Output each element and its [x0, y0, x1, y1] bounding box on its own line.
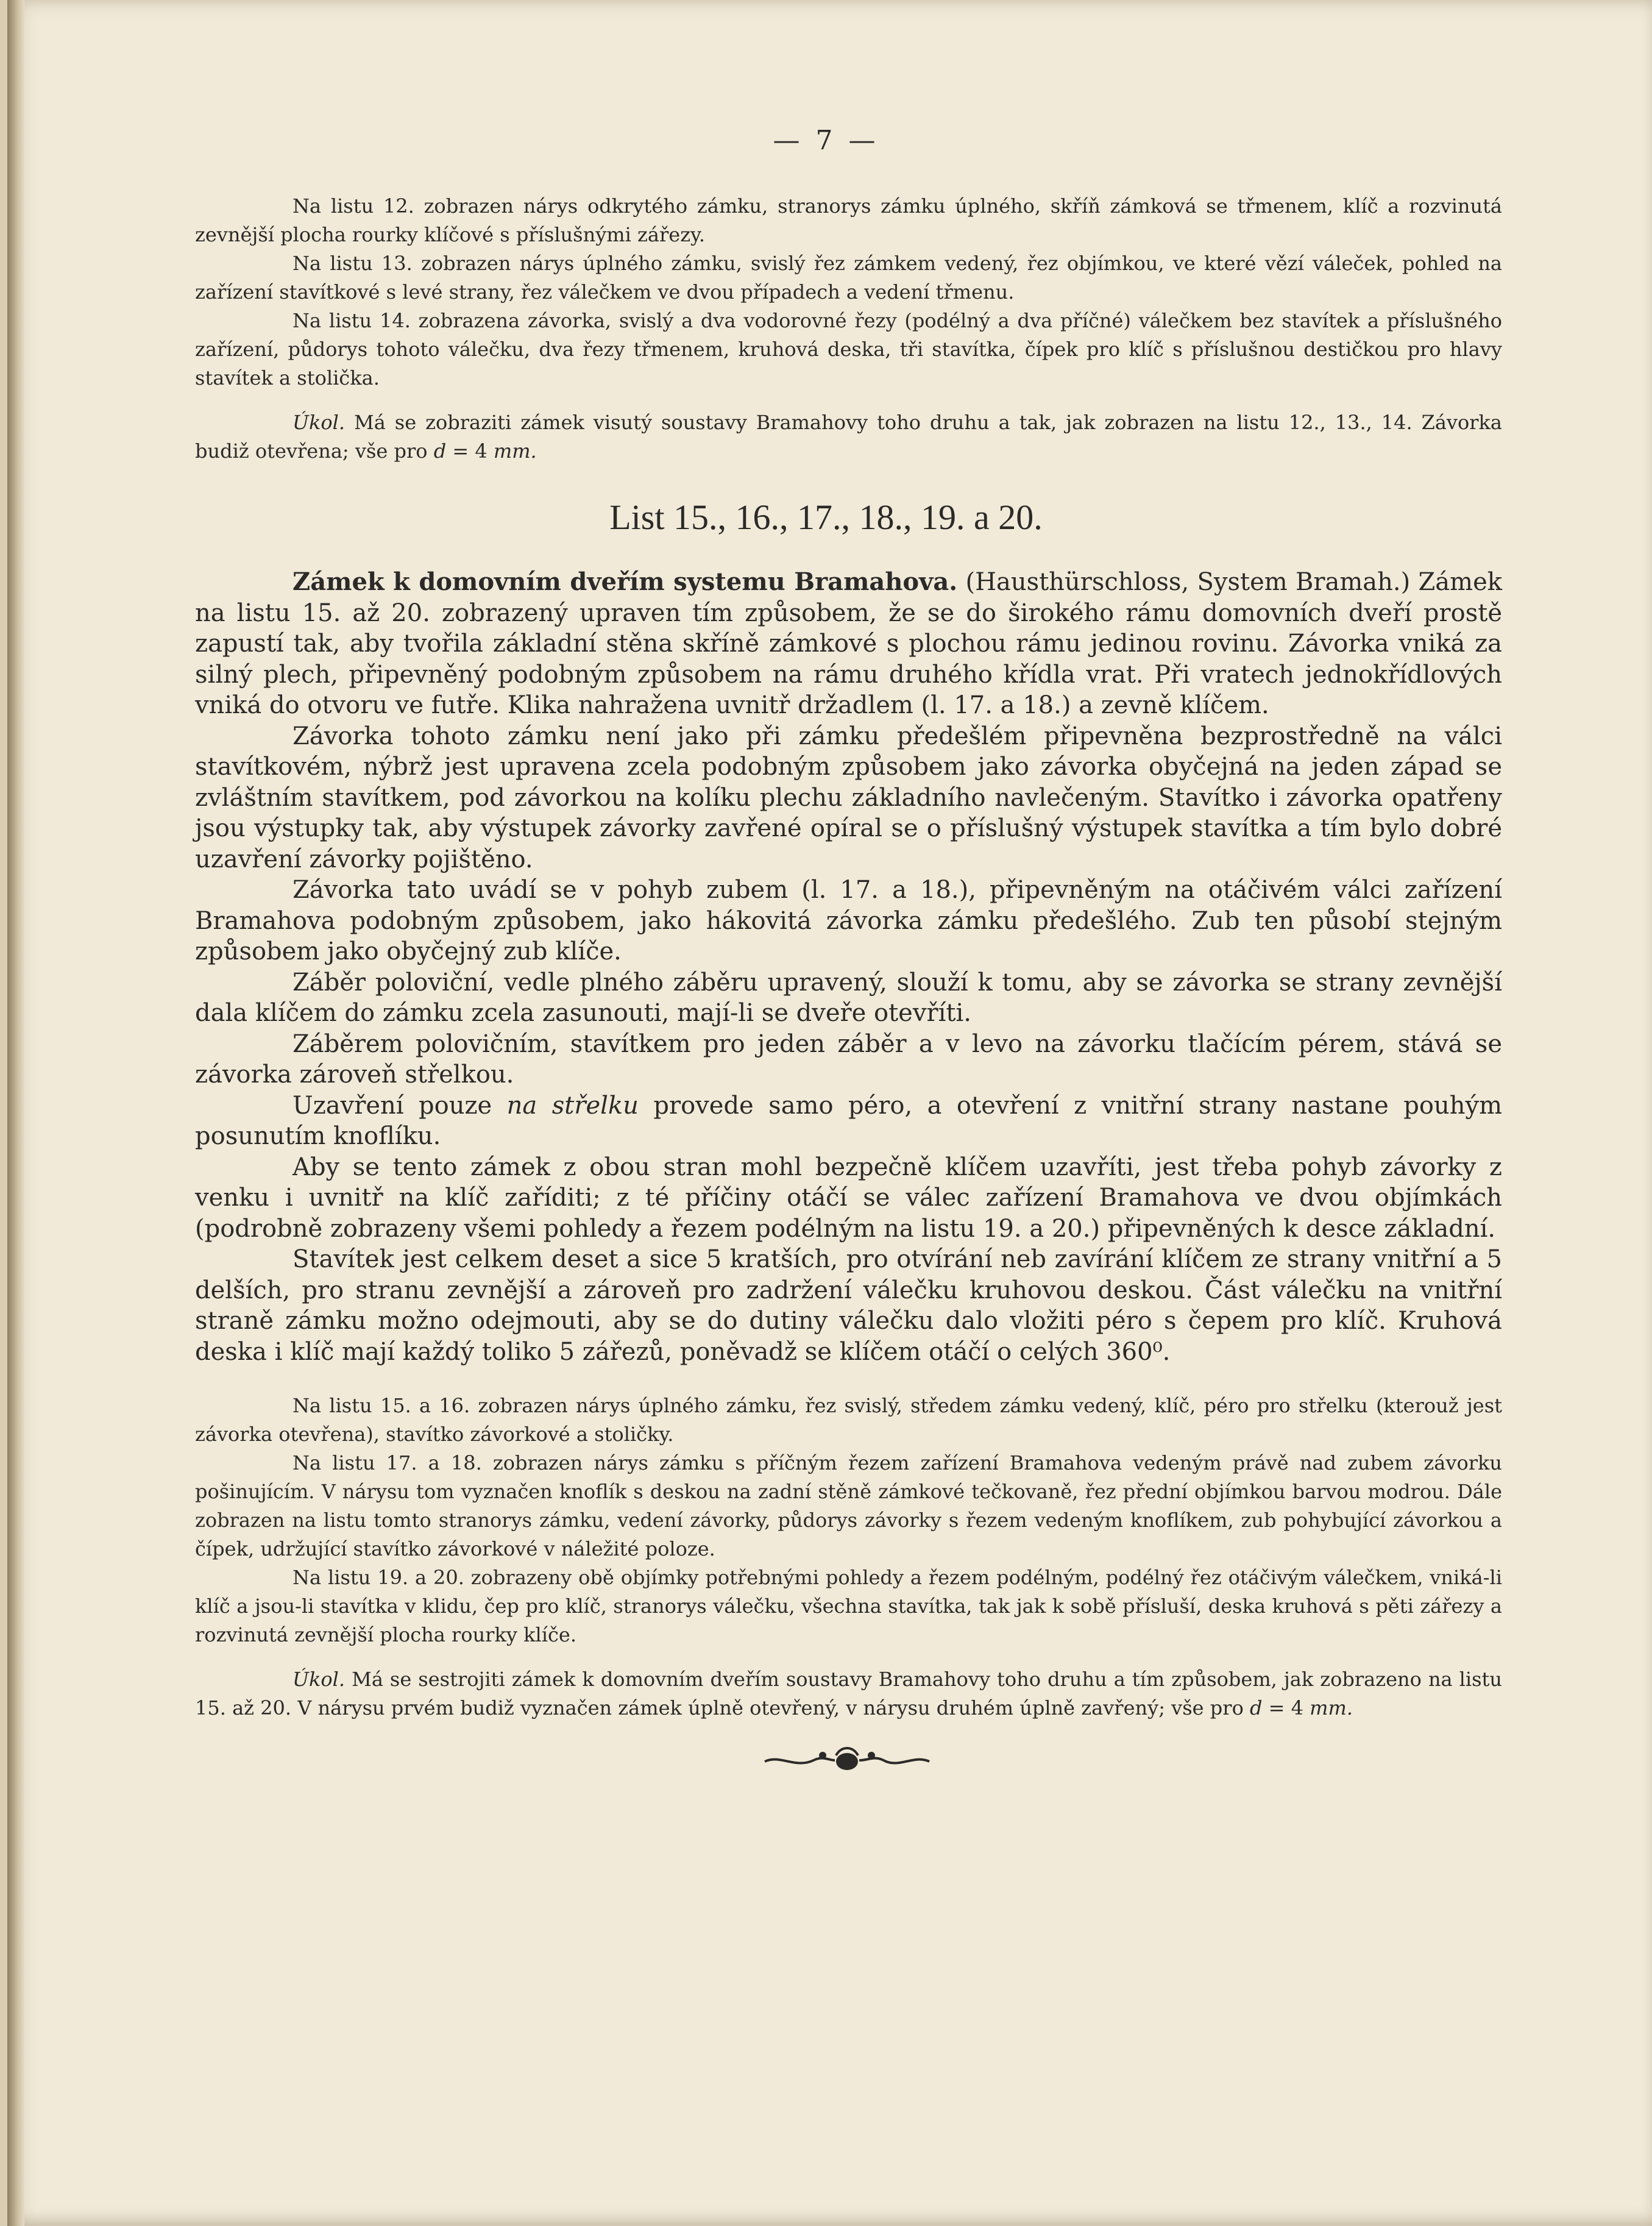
intro-task [195, 408, 1502, 466]
task-label: Úkol. [292, 411, 346, 434]
intro-paragraph-3: Na listu 14. zobrazena závorka, svislý a dva vodorovné řezy (podélný a dva příčné) válečkem bez stavítek a příslušného zařízení, půdorys tohoto válečku, dva řezy třmenem, kruhová deska, tři stavítka, čípek pro klíč s příslušnou destičkou pro hlavy stavítek a stolička. [195, 309, 1502, 389]
body-paragraph: Závorka tohoto zámku není jako při zámku předešlém připevněna bezprostředně na válci stavítkovém, nýbrž jest upravena zcela podobným způsobem jako závorka obyčejná na jeden západ se zvláštním stavítkem, pod závorkou na kolíku plechu základního navlečeným. Stavítko i závorka opatřeny jsou výstupky tak, aby výstupek závorky zavřené opíral se o příslušný výstupek stavítka a tím bylo dobré uzavření závorky pojištěno. [195, 722, 1502, 873]
section-heading-paragraph [195, 567, 1502, 721]
sheet-description: Na listu 17. a 18. zobrazen nárys zámku s příčným řezem zařízení Bramahova vedeným právě nad zubem závorku pošinujícím. V nárysu tom vyznačen knoflík s deskou na zadní stěně zámkové tečkovaně, řez přední objímkou barvou modrou. Dále zobrazen na listu tomto stranorys zámku, vedení závorky, půdorys závorky s řezem vedeným knoflíkem, zub pohybující závorkou a čípek, udržující stavítko závorkové v náležité poloze. [195, 1451, 1502, 1560]
page-number: — 7 — [773, 125, 879, 156]
intro-paragraph-1: Na listu 12. zobrazen nárys odkrytého zámku, stranorys zámku úplného, skříň zámková se třmenem, klíč a rozvinutá zevnější plocha rourky klíčové s příslušnými zářezy. [195, 194, 1502, 246]
intro-block [195, 192, 1502, 466]
section-title: List 15., 16., 17., 18., 19. a 20. [609, 497, 1043, 537]
section-task [195, 1665, 1502, 1723]
sheet-description: Na listu 19. a 20. zobrazeny obě objímky potřebnými pohledy a řezem podélným, podélný řez otáčivým válečkem, vniká-li klíč a jsou-li stavítka v klidu, čep pro klíč, stranorys válečku, všechna stavítka, tak jak k sobě přísluší, deska kruhová s pěti zářezy a rozvinutá zevnější plocha rourky klíče. [195, 1566, 1502, 1646]
task-text: Má se sestrojiti zámek k domovním dveřím soustavy Bramahovy toho druhu a tím způsobem, jak zobrazeno na listu 15. až 20. V nárysu prvém budiž vyznačen zámek úplně otevřený, v nárysu druhém úplně zavřený; vše pro [195, 1668, 1503, 1719]
sheet-description: Na listu 15. a 16. zobrazen nárys úplného zámku, řez svislý, středem zámku vedený, klíč, péro pro střelku (kterouž jest závorka otevřena), stavítko závorkové a stoličky. [195, 1394, 1502, 1446]
formula-rest: = 4 [1268, 1696, 1303, 1719]
section-heading: Zámek k domovním dveřím systemu Bramahova. [292, 567, 958, 596]
book-spine-shadow [7, 0, 24, 2226]
task-label: Úkol. [292, 1668, 346, 1691]
formula-unit: mm. [493, 439, 537, 463]
main-block [195, 567, 1502, 1723]
task-text: Má se zobraziti zámek visutý soustavy Bramahovy toho druhu a tak, jak zobrazen na listu 12., 13., 14. Závorka budiž otevřena; vše pro [195, 411, 1503, 463]
formula-var: d [1250, 1696, 1263, 1719]
formula-unit: mm. [1310, 1696, 1353, 1719]
formula-var: d [433, 439, 447, 463]
uzavreni-b: provede samo péro, a otevření z vnitřní strany nastane pouhým posunutím knoflíku. [195, 1091, 1503, 1150]
body-paragraph: Záběrem polovičním, stavítkem pro jeden záběr a v levo na závorku tlačícím pérem, stává se závorka zároveň střelkou. [195, 1029, 1502, 1089]
body-paragraph: Závorka tato uvádí se v pohyb zubem (l. 17. a 18.), připevněným na otáčivém válci zařízení Bramahova podobným způsobem, jako hákovitá závorka zámku předešlého. Zub ten působí stejným způsobem jako obyčejný zub klíče. [195, 876, 1502, 965]
decorative-ornament-icon [762, 1742, 932, 1779]
body-paragraph: Aby se tento zámek z obou stran mohl bezpečně klíčem uzavříti, jest třeba pohyb závorky z venku i uvnitř na klíč zaříditi; z té příčiny otáčí se válec zařízení Bramahova ve dvou objímkách (podrobně zobrazeny všemi pohledy a řezem podélným na listu 19. a 20.) připevněných k desce základní. [195, 1153, 1502, 1243]
body-paragraph-uzavreni [195, 1090, 1502, 1152]
uzavreni-a: Uzavření pouze [292, 1091, 492, 1120]
body-paragraph: Záběr poloviční, vedle plného záběru upravený, slouží k tomu, aby se závorka se strany zevnější dala klíčem do zámku zcela zasunouti, mají-li se dveře otevříti. [195, 968, 1502, 1027]
uzavreni-italic: na střelku [506, 1091, 639, 1120]
section-heading-rest: (Hausthürschloss, System Bramah.) Zámek na listu 15. až 20. zobrazený upraven tím způsobem, že se do širokého rámu domovních dveří prostě zapustí tak, aby tvořila základní stěna skříně zámkové s plochou rámu jedinou rovinu. Závorka vniká za silný plech, připevněný podobným způsobem na rámu druhého křídla vrat. Při vratech jednokřídlových vniká do otvoru ve futře. Klika nahražena uvnitř držadlem (l. 17. a 18.) a zevně klíčem. [195, 568, 1502, 719]
intro-paragraph-2: Na listu 13. zobrazen nárys úplného zámku, svislý řez zámkem vedený, řez objímkou, ve které vězí váleček, pohled na zařízení stavítkové s levé strany, řez válečkem ve dvou případech a vedení třmenu. [195, 252, 1502, 304]
formula-rest: = 4 [452, 439, 487, 463]
body-paragraph: Stavítek jest celkem deset a sice 5 kratších, pro otvírání neb zavírání klíčem ze strany vnitřní a 5 delších, pro stranu zevnější a zároveň pro zadržení válečku kruhovou deskou. Část válečku na vnitřní straně zámku možno odejmouti, aby se do dutiny válečku dalo vložiti péro s čepem pro klíč. Kruhová deska i klíč mají každý toliko 5 zářezů, poněvadž se klíčem otáčí o celých 360⁰. [195, 1245, 1502, 1366]
